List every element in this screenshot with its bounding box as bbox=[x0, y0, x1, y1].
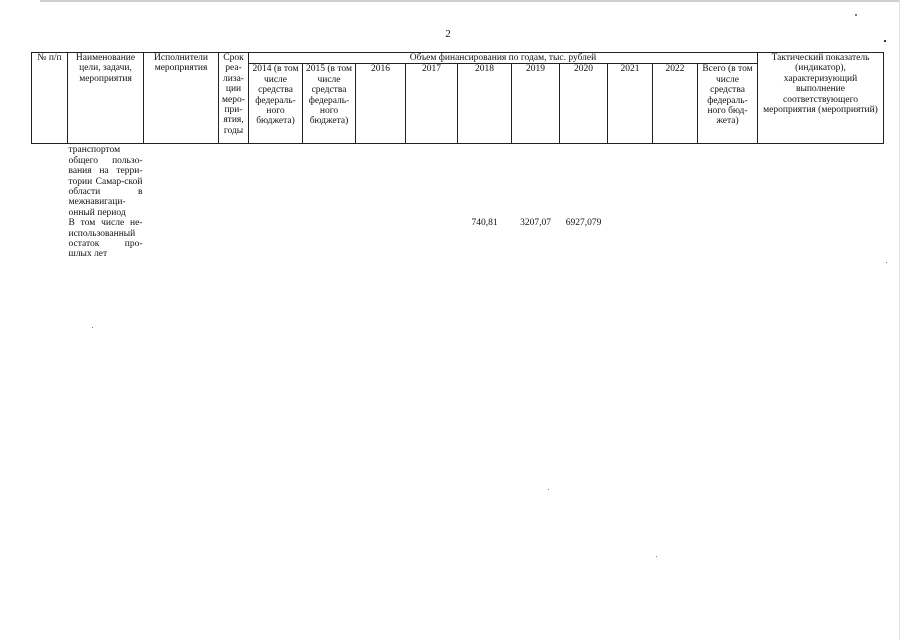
header-total: Всего (в том числе средства федераль-ного бюд-жета) bbox=[698, 64, 758, 144]
table-row bbox=[32, 144, 884, 261]
scan-speck bbox=[656, 556, 657, 557]
header-name: Наименование цели, задачи, мероприятия bbox=[68, 53, 144, 144]
scan-speck bbox=[92, 327, 93, 328]
scan-speck bbox=[548, 489, 549, 490]
header-term: Срок реа-лиза-ции меро-при-ятия, годы bbox=[219, 53, 249, 144]
value-2019: 3207,07 bbox=[520, 218, 551, 229]
header-2022: 2022 bbox=[653, 64, 698, 144]
scan-edge-right bbox=[899, 0, 900, 640]
value-2020: 6927,079 bbox=[565, 218, 602, 229]
funding-table bbox=[31, 52, 884, 261]
scan-edge bbox=[40, 0, 900, 2]
header-2018: 2018 bbox=[458, 64, 512, 144]
header-num: № п/п bbox=[32, 53, 68, 144]
header-executor: Исполнители мероприятия bbox=[144, 53, 219, 144]
header-indicator: Тактический показатель (индикатор), характеризующий выполнение соответствующего мероприятия (мероприятий) bbox=[758, 53, 884, 144]
header-2021: 2021 bbox=[608, 64, 653, 144]
scan-speck bbox=[855, 14, 857, 16]
header-2020: 2020 bbox=[560, 64, 608, 144]
name-subrow: В том числе не-использованный остаток про-шлых лет bbox=[68, 218, 143, 260]
value-2018: 740,81 bbox=[471, 218, 498, 229]
scan-speck bbox=[884, 40, 886, 42]
scan-speck bbox=[886, 262, 887, 263]
page-number: 2 bbox=[445, 28, 451, 40]
header-funding: Объем финансирования по годам, тыс. рублей bbox=[249, 53, 758, 64]
header-2019: 2019 bbox=[512, 64, 560, 144]
header-2017: 2017 bbox=[406, 64, 458, 144]
header-2015: 2015 (в том числе средства федераль-ного бюджета) bbox=[303, 64, 356, 144]
header-2014: 2014 (в том числе средства федераль-ного бюджета) bbox=[249, 64, 303, 144]
header-2016: 2016 bbox=[356, 64, 406, 144]
name-continuation: транспортом общего пользо-вания на терри-тории Самар-ской области в межнавигаци-онный период bbox=[68, 145, 143, 218]
